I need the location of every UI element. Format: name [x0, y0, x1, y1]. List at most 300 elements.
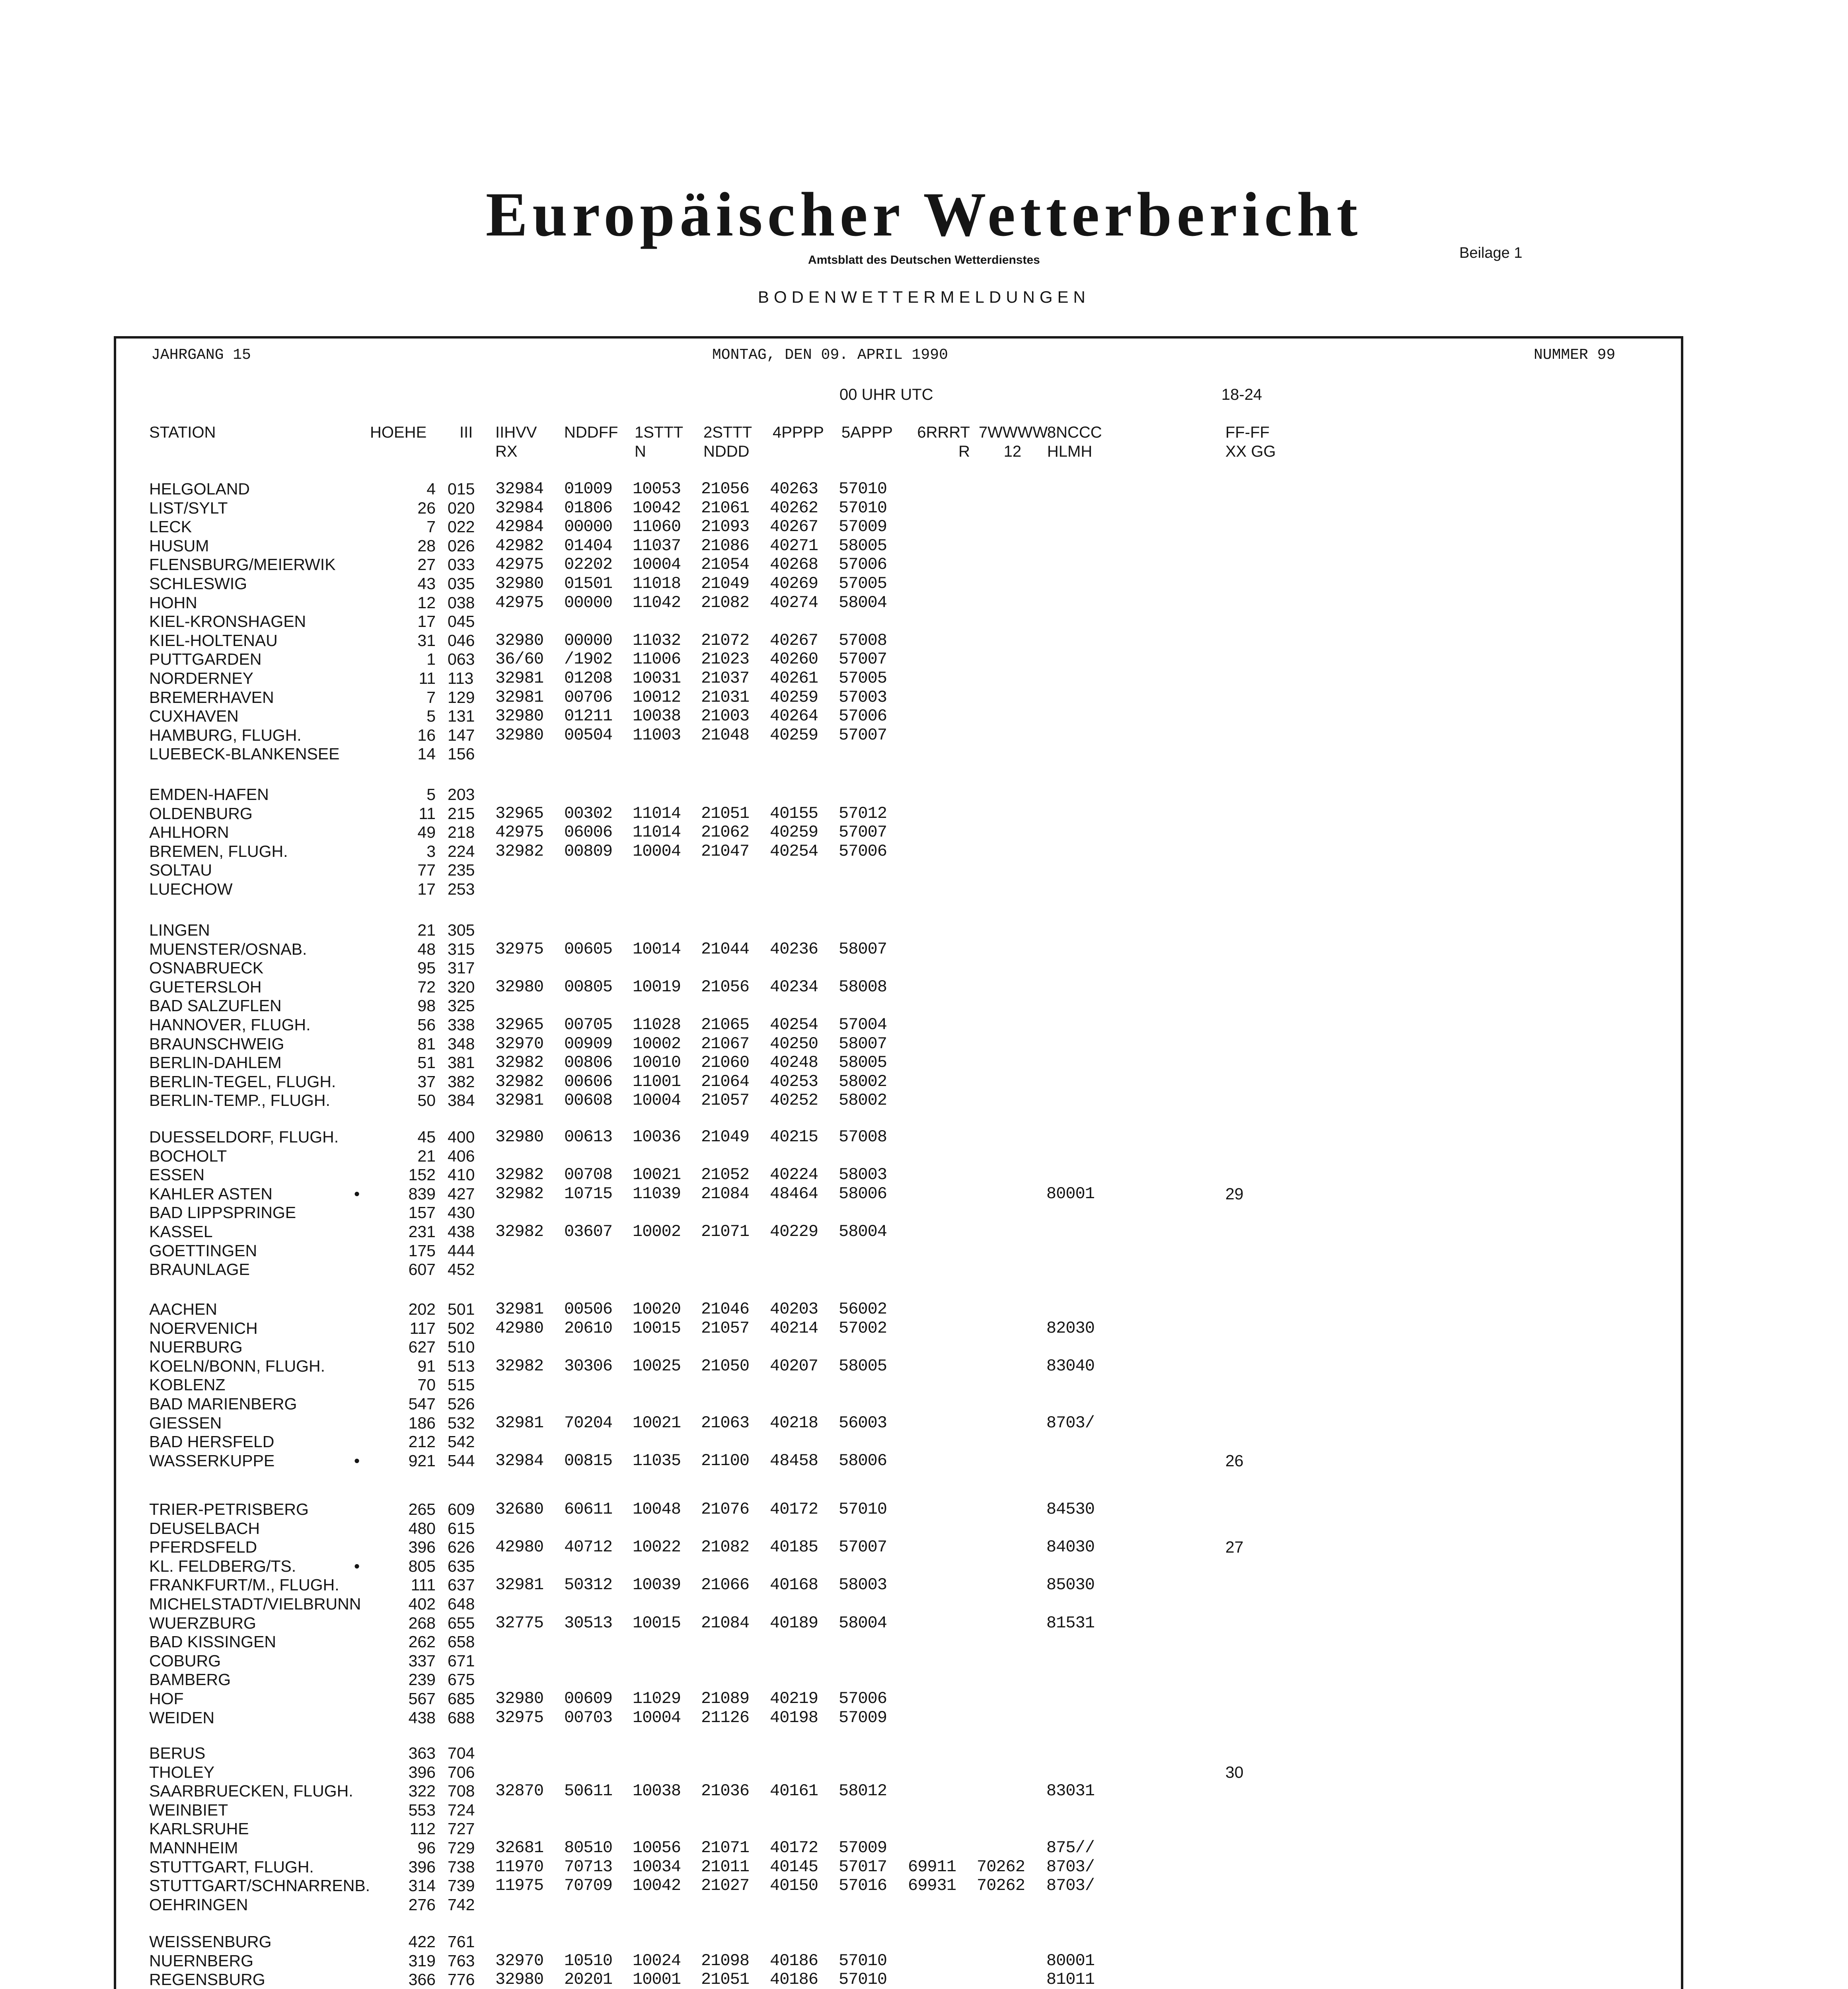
station-name: KAHLER ASTEN — [149, 1185, 273, 1203]
station-index: 742 — [448, 1896, 475, 1914]
station-elevation: 480 — [408, 1519, 436, 1537]
synop-c4: 21071 — [701, 1222, 750, 1241]
station-elevation: 31 — [417, 631, 436, 650]
station-name: SOLTAU — [149, 861, 212, 879]
synop-c4: 21084 — [701, 1184, 750, 1203]
synop-c1: 32975 — [495, 940, 544, 959]
station-name: MICHELSTADT/VIELBRUNN — [149, 1595, 361, 1613]
synop-c3: 10056 — [633, 1838, 681, 1857]
synop-c3: 11039 — [633, 1184, 681, 1203]
station-index: 325 — [448, 996, 475, 1015]
synop-c2: 30513 — [564, 1613, 613, 1633]
synop-c1: 32980 — [495, 706, 544, 726]
station-index: 655 — [448, 1614, 475, 1632]
station-elevation: 95 — [417, 959, 436, 977]
synop-c5: 48464 — [770, 1184, 818, 1203]
synop-c3: 10024 — [633, 1951, 681, 1970]
synop-c5: 40268 — [770, 555, 818, 574]
synop-c5: 40259 — [770, 688, 818, 707]
synop-c2: 03607 — [564, 1222, 613, 1241]
station-index: 685 — [448, 1689, 475, 1708]
synop-c2: 01211 — [564, 706, 613, 726]
station-elevation: 607 — [408, 1260, 436, 1279]
station-index: 203 — [448, 785, 475, 804]
synop-c4: 21065 — [701, 1015, 750, 1034]
synop-c1: 11975 — [495, 1876, 544, 1895]
station-name: BERUS — [149, 1744, 206, 1762]
station-name: BAD KISSINGEN — [149, 1633, 276, 1651]
station-name: NOERVENICH — [149, 1319, 258, 1337]
station-name: HANNOVER, FLUGH. — [149, 1016, 311, 1034]
station-elevation: 921 — [408, 1452, 436, 1470]
station-name: BRAUNLAGE — [149, 1260, 250, 1279]
station-name: BAD SALZUFLEN — [149, 996, 282, 1015]
station-index: 427 — [448, 1185, 475, 1203]
station-name: HAMBURG, FLUGH. — [149, 726, 302, 744]
station-index: 131 — [448, 707, 475, 725]
station-index: 544 — [448, 1452, 475, 1470]
synop-c3: 10025 — [633, 1356, 681, 1376]
synop-c1: 42980 — [495, 1537, 544, 1557]
station-index: 129 — [448, 688, 475, 706]
observation-time: 00 UHR UTC — [839, 386, 933, 403]
station-name: WASSERKUPPE — [149, 1452, 275, 1470]
synop-c5: 40186 — [770, 1951, 818, 1970]
synop-c3: 11006 — [633, 650, 681, 669]
synop-c4: 21050 — [701, 1356, 750, 1376]
col-c9: 8NCCC HLMH — [1047, 424, 1102, 460]
synop-c6: 58005 — [839, 1053, 887, 1072]
station-elevation: 56 — [417, 1016, 436, 1034]
station-name: CUXHAVEN — [149, 707, 239, 725]
station-name: KARLSRUHE — [149, 1820, 249, 1838]
bergstation-marker: • — [354, 1452, 360, 1470]
synop-c1: 42982 — [495, 536, 544, 555]
station-elevation: 98 — [417, 996, 436, 1015]
station-elevation: 70 — [417, 1376, 436, 1394]
station-index: 688 — [448, 1709, 475, 1727]
synop-c1: 32980 — [495, 977, 544, 996]
station-elevation: 157 — [408, 1203, 436, 1222]
synop-c3: 10031 — [633, 669, 681, 688]
station-elevation: 96 — [417, 1839, 436, 1857]
synop-c5: 40186 — [770, 1970, 818, 1989]
col-c5: 4PPPP — [773, 424, 824, 441]
station-name: BERLIN-TEGEL, FLUGH. — [149, 1072, 336, 1091]
station-elevation: 276 — [408, 1896, 436, 1914]
station-index: 615 — [448, 1519, 475, 1537]
synop-c4: 21046 — [701, 1300, 750, 1319]
station-name: FLENSBURG/MEIERWIK — [149, 555, 336, 574]
station-name: NUERBURG — [149, 1338, 243, 1356]
synop-c2: 70713 — [564, 1857, 613, 1876]
synop-c4: 21071 — [701, 1838, 750, 1857]
synop-c1: 11970 — [495, 1857, 544, 1876]
synop-c9: 81011 — [1046, 1970, 1095, 1989]
synop-c9: 875// — [1046, 1838, 1095, 1857]
station-name: HELGOLAND — [149, 480, 250, 498]
station-name: EMDEN-HAFEN — [149, 785, 269, 804]
synop-c2: 00705 — [564, 1015, 613, 1034]
synop-c3: 10010 — [633, 1053, 681, 1072]
station-index: 739 — [448, 1876, 475, 1895]
synop-c5: 40218 — [770, 1413, 818, 1432]
synop-c1: 32970 — [495, 1034, 544, 1053]
synop-c6: 57007 — [839, 1537, 887, 1557]
station-name: BOCHOLT — [149, 1147, 227, 1165]
synop-c5: 40172 — [770, 1500, 818, 1519]
synop-c7: 69911 — [908, 1857, 956, 1876]
synop-c3: 10004 — [633, 555, 681, 574]
synop-c9: 83040 — [1046, 1356, 1095, 1376]
synop-c3: 11037 — [633, 536, 681, 555]
station-elevation: 567 — [408, 1689, 436, 1708]
synop-c5: 40203 — [770, 1300, 818, 1319]
station-index: 675 — [448, 1670, 475, 1689]
synop-c3: 11014 — [633, 804, 681, 823]
station-index: 015 — [448, 480, 475, 498]
station-index: 763 — [448, 1952, 475, 1970]
station-elevation: 50 — [417, 1091, 436, 1109]
synop-c2: 40712 — [564, 1537, 613, 1557]
station-index: 045 — [448, 612, 475, 631]
synop-c3: 10015 — [633, 1613, 681, 1633]
synop-c9: 81531 — [1046, 1613, 1095, 1633]
station-index: 626 — [448, 1538, 475, 1556]
station-name: HUSUM — [149, 537, 209, 555]
station-index: 706 — [448, 1763, 475, 1781]
station-elevation: 322 — [408, 1782, 436, 1800]
col-c10: FF-FF XX GG — [1225, 424, 1276, 460]
synop-c5: 40234 — [770, 977, 818, 996]
station-name: LUEBECK-BLANKENSEE — [149, 745, 340, 763]
station-name: KIEL-KRONSHAGEN — [149, 612, 306, 631]
synop-c3: 11028 — [633, 1015, 681, 1034]
synop-c9: 80001 — [1046, 1184, 1095, 1203]
station-elevation: 175 — [408, 1242, 436, 1260]
station-index: 532 — [448, 1414, 475, 1432]
synop-c6: 58012 — [839, 1781, 887, 1800]
station-name: STUTTGART, FLUGH. — [149, 1858, 314, 1876]
station-index: 320 — [448, 978, 475, 996]
synop-c10: 27 — [1225, 1538, 1244, 1556]
station-elevation: 72 — [417, 978, 436, 996]
synop-c9: 84030 — [1046, 1537, 1095, 1557]
bergstation-marker: • — [354, 1185, 360, 1203]
synop-c2: 00000 — [564, 517, 613, 536]
synop-c4: 21062 — [701, 823, 750, 842]
station-name: HOHN — [149, 594, 197, 612]
station-name: BAD MARIENBERG — [149, 1395, 297, 1413]
synop-c5: 40274 — [770, 593, 818, 612]
synop-c6: 57017 — [839, 1857, 887, 1876]
synop-c3: 10002 — [633, 1222, 681, 1241]
station-elevation: 547 — [408, 1395, 436, 1413]
station-index: 218 — [448, 823, 475, 841]
station-name: DEUSELBACH — [149, 1519, 260, 1537]
synop-c1: 32965 — [495, 1015, 544, 1034]
synop-c1: 32981 — [495, 1575, 544, 1594]
synop-c2: 00000 — [564, 631, 613, 650]
synop-c3: 11032 — [633, 631, 681, 650]
station-elevation: 319 — [408, 1952, 436, 1970]
synop-c3: 10053 — [633, 479, 681, 498]
synop-c1: 32982 — [495, 1222, 544, 1241]
synop-c2: 70709 — [564, 1876, 613, 1895]
station-elevation: 81 — [417, 1035, 436, 1053]
synop-c1: 32981 — [495, 1091, 544, 1110]
station-elevation: 27 — [417, 555, 436, 574]
station-name: BAD LIPPSPRINGE — [149, 1203, 296, 1222]
synop-c2: 00506 — [564, 1300, 613, 1319]
col-c6: 5APPP — [841, 424, 893, 441]
synop-c2: 00909 — [564, 1034, 613, 1053]
station-index: 382 — [448, 1072, 475, 1091]
synop-c6: 58005 — [839, 1356, 887, 1376]
synop-c10: 30 — [1225, 1763, 1244, 1781]
station-name: MUENSTER/OSNAB. — [149, 940, 307, 958]
synop-c3: 10042 — [633, 498, 681, 518]
station-elevation: 805 — [408, 1557, 436, 1575]
synop-c1: 32970 — [495, 1951, 544, 1970]
synop-c4: 21027 — [701, 1876, 750, 1895]
synop-c6: 58006 — [839, 1451, 887, 1470]
synop-c5: 40150 — [770, 1876, 818, 1895]
station-index: 708 — [448, 1782, 475, 1800]
synop-c1: 32982 — [495, 1165, 544, 1184]
synop-c2: 00302 — [564, 804, 613, 823]
station-elevation: 212 — [408, 1432, 436, 1451]
synop-c6: 58002 — [839, 1091, 887, 1110]
station-elevation: 48 — [417, 940, 436, 958]
bergstation-marker: • — [354, 1557, 360, 1575]
synop-c6: 57006 — [839, 1689, 887, 1708]
station-elevation: 12 — [417, 594, 436, 612]
synop-c4: 21011 — [701, 1857, 750, 1876]
synop-c4: 21072 — [701, 631, 750, 650]
station-elevation: 45 — [417, 1128, 436, 1146]
synop-c3: 10001 — [633, 1970, 681, 1989]
synop-c2: /1902 — [564, 650, 613, 669]
station-index: 035 — [448, 574, 475, 593]
synop-c4: 21057 — [701, 1319, 750, 1338]
synop-c6: 57007 — [839, 650, 887, 669]
station-index: 406 — [448, 1147, 475, 1165]
station-elevation: 7 — [426, 688, 436, 706]
synop-c3: 11042 — [633, 593, 681, 612]
synop-c6: 58003 — [839, 1165, 887, 1184]
synop-c6: 57008 — [839, 631, 887, 650]
synop-c5: 40261 — [770, 669, 818, 688]
synop-c3: 10004 — [633, 1708, 681, 1727]
synop-c5: 40168 — [770, 1575, 818, 1594]
jahrgang: JAHRGANG 15 — [151, 346, 251, 364]
synop-c1: 32981 — [495, 1300, 544, 1319]
synop-c1: 42980 — [495, 1319, 544, 1338]
station-index: 502 — [448, 1319, 475, 1337]
synop-c4: 21047 — [701, 842, 750, 861]
synop-c5: 40219 — [770, 1689, 818, 1708]
station-name: AHLHORN — [149, 823, 229, 841]
synop-c1: 32984 — [495, 498, 544, 518]
synop-c9: 83031 — [1046, 1781, 1095, 1800]
synop-c4: 21051 — [701, 804, 750, 823]
synop-c9: 84530 — [1046, 1500, 1095, 1519]
synop-c5: 40185 — [770, 1537, 818, 1557]
synop-c5: 40254 — [770, 1015, 818, 1034]
synop-c3: 10004 — [633, 842, 681, 861]
synop-c6: 57003 — [839, 688, 887, 707]
synop-c2: 70204 — [564, 1413, 613, 1432]
station-elevation: 186 — [408, 1414, 436, 1432]
station-elevation: 77 — [417, 861, 436, 879]
station-name: PFERDSFELD — [149, 1538, 257, 1556]
subtitle: Amtsblatt des Deutschen Wetterdienstes — [808, 253, 1040, 267]
synop-c2: 60611 — [564, 1500, 613, 1519]
synop-c1: 32981 — [495, 1413, 544, 1432]
station-index: 063 — [448, 650, 475, 668]
station-name: REGENSBURG — [149, 1970, 265, 1989]
station-name: BERLIN-TEMP., FLUGH. — [149, 1091, 330, 1109]
synop-c5: 40229 — [770, 1222, 818, 1241]
station-name: NUERNBERG — [149, 1952, 253, 1970]
synop-c5: 40236 — [770, 940, 818, 959]
station-name: OSNABRUECK — [149, 959, 264, 977]
synop-c9: 8703/ — [1046, 1876, 1095, 1895]
beilage-label: Beilage 1 — [1459, 245, 1523, 261]
col-station: STATION — [149, 424, 216, 441]
station-elevation: 839 — [408, 1185, 436, 1203]
synop-c1: 32870 — [495, 1781, 544, 1800]
station-name: COBURG — [149, 1652, 221, 1670]
station-name: KIEL-HOLTENAU — [149, 631, 278, 650]
station-elevation: 117 — [409, 1319, 436, 1337]
station-name: KL. FELDBERG/TS. — [149, 1557, 296, 1575]
station-index: 022 — [448, 518, 475, 536]
synop-c6: 57016 — [839, 1876, 887, 1895]
station-elevation: 422 — [408, 1933, 436, 1951]
synop-c2: 00000 — [564, 593, 613, 612]
synop-c4: 21057 — [701, 1091, 750, 1110]
col-iii: III — [460, 424, 473, 441]
synop-c6: 58007 — [839, 940, 887, 959]
station-name: ESSEN — [149, 1166, 204, 1184]
synop-c2: 00608 — [564, 1091, 613, 1110]
synop-c1: 32681 — [495, 1838, 544, 1857]
station-name: LINGEN — [149, 921, 210, 939]
synop-c2: 06006 — [564, 823, 613, 842]
station-elevation: 111 — [411, 1576, 436, 1594]
synop-c2: 00605 — [564, 940, 613, 959]
synop-c9: 85030 — [1046, 1575, 1095, 1594]
synop-c2: 00606 — [564, 1072, 613, 1091]
page-title: Europäischer Wetterbericht — [485, 180, 1363, 249]
station-index: 026 — [448, 537, 475, 555]
synop-c8: 70262 — [977, 1857, 1025, 1876]
station-index: 648 — [448, 1595, 475, 1613]
synop-c4: 21126 — [701, 1708, 750, 1727]
synop-c1: 42975 — [495, 593, 544, 612]
synop-c3: 11035 — [633, 1451, 681, 1470]
synop-c6: 57010 — [839, 1951, 887, 1970]
station-name: GIESSEN — [149, 1414, 222, 1432]
synop-c1: 32980 — [495, 726, 544, 745]
synop-c10: 29 — [1225, 1185, 1244, 1203]
synop-c5: 40254 — [770, 842, 818, 861]
station-name: WEISSENBURG — [149, 1933, 272, 1951]
synop-c4: 21044 — [701, 940, 750, 959]
synop-c5: 40269 — [770, 574, 818, 593]
synop-c3: 10021 — [633, 1413, 681, 1432]
synop-c5: 40224 — [770, 1165, 818, 1184]
synop-c6: 57012 — [839, 804, 887, 823]
synop-c4: 21049 — [701, 1127, 750, 1146]
synop-c2: 20610 — [564, 1319, 613, 1338]
station-name: PUTTGARDEN — [149, 650, 262, 668]
station-name: WEIDEN — [149, 1709, 214, 1727]
station-name: LIST/SYLT — [149, 499, 228, 517]
station-index: 224 — [448, 842, 475, 860]
station-index: 384 — [448, 1091, 475, 1109]
synop-c4: 21076 — [701, 1500, 750, 1519]
synop-c1: 32980 — [495, 1689, 544, 1708]
synop-c5: 40260 — [770, 650, 818, 669]
synop-c4: 21067 — [701, 1034, 750, 1053]
synop-c6: 57010 — [839, 498, 887, 518]
synop-c9: 8703/ — [1046, 1857, 1095, 1876]
synop-c6: 56002 — [839, 1300, 887, 1319]
synop-c8: 70262 — [977, 1876, 1025, 1895]
synop-c4: 21060 — [701, 1053, 750, 1072]
station-elevation: 28 — [417, 537, 436, 555]
synop-c6: 58002 — [839, 1072, 887, 1091]
synop-c1: 32982 — [495, 1356, 544, 1376]
station-elevation: 152 — [408, 1166, 436, 1184]
station-index: 438 — [448, 1222, 475, 1241]
synop-c6: 56003 — [839, 1413, 887, 1432]
synop-c5: 40259 — [770, 823, 818, 842]
station-name: BREMEN, FLUGH. — [149, 842, 288, 860]
station-elevation: 337 — [408, 1652, 436, 1670]
station-elevation: 3 — [426, 842, 436, 860]
station-index: 317 — [448, 959, 475, 977]
synop-c5: 40207 — [770, 1356, 818, 1376]
synop-c2: 50312 — [564, 1575, 613, 1594]
synop-c4: 21063 — [701, 1413, 750, 1432]
synop-c4: 21089 — [701, 1689, 750, 1708]
synop-c1: 42975 — [495, 823, 544, 842]
station-name: KASSEL — [149, 1222, 213, 1241]
synop-c4: 21100 — [701, 1451, 750, 1470]
station-name: NORDERNEY — [149, 669, 253, 687]
station-elevation: 268 — [408, 1614, 436, 1632]
col-c8: 7WWWW 12 — [979, 424, 1048, 460]
station-name: WUERZBURG — [149, 1614, 256, 1632]
synop-c9: 8703/ — [1046, 1413, 1095, 1432]
station-name: KOBLENZ — [149, 1376, 226, 1394]
synop-c6: 58005 — [839, 536, 887, 555]
synop-c5: 40259 — [770, 726, 818, 745]
synop-c5: 40215 — [770, 1127, 818, 1146]
synop-c4: 21036 — [701, 1781, 750, 1800]
station-elevation: 17 — [417, 880, 436, 898]
synop-c6: 58004 — [839, 593, 887, 612]
synop-c1: 32980 — [495, 574, 544, 593]
synop-c6: 57010 — [839, 1970, 887, 1989]
synop-c5: 40172 — [770, 1838, 818, 1857]
col-c4: 2STTT NDDD — [703, 424, 752, 460]
synop-c1: 32775 — [495, 1613, 544, 1633]
